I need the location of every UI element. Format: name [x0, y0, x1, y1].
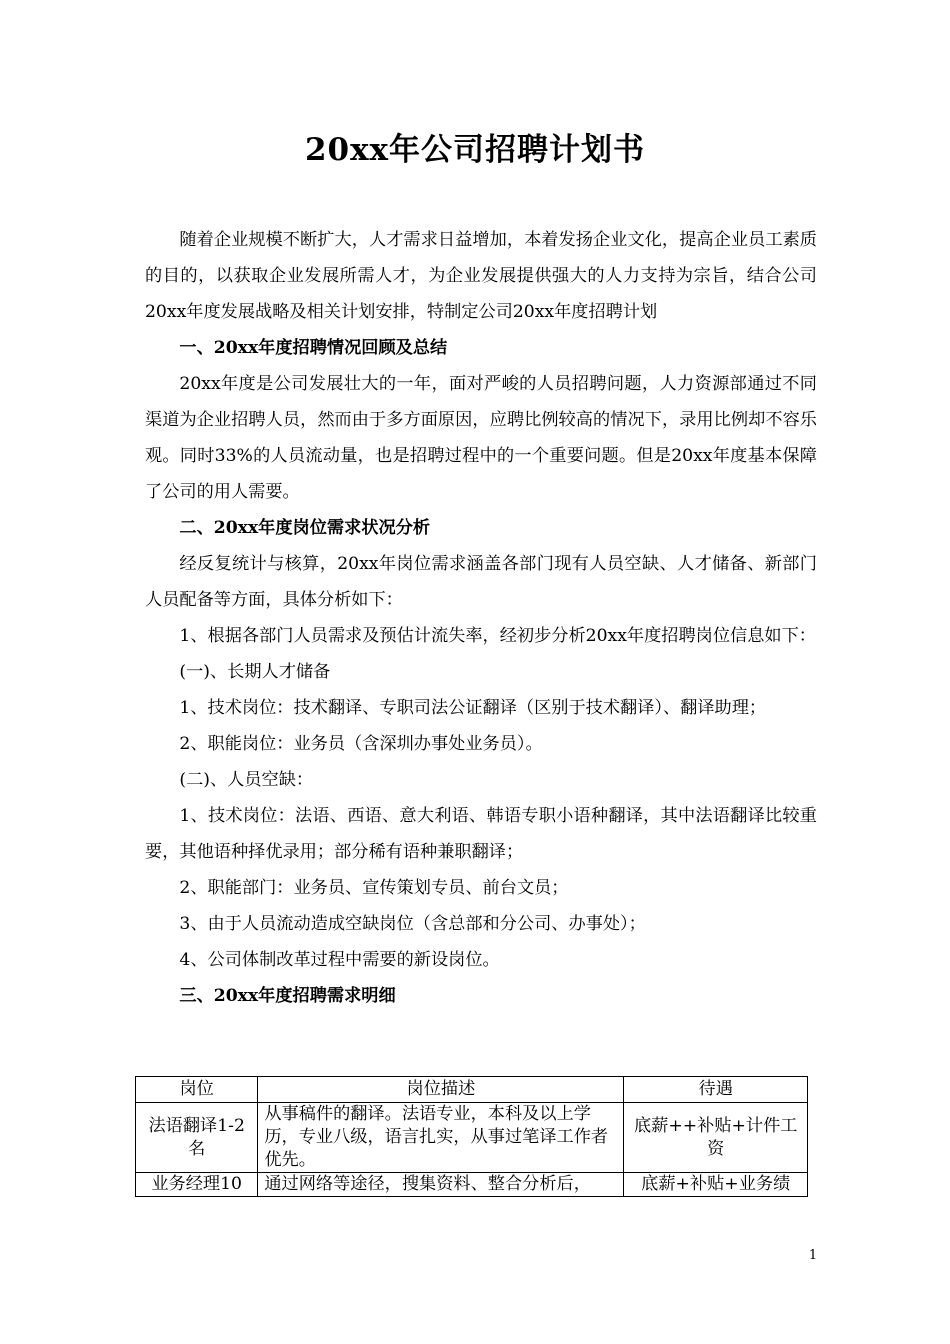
- document-body: [145, 222, 817, 1014]
- list-intro-paragraph: 1、根据各部门人员需求及预估计流失率，经初步分析20xx年度招聘岗位信息如下：: [179, 626, 816, 646]
- table-cell-salary: 底薪++补贴+计件工资: [624, 1103, 808, 1173]
- section-heading-3: 三、20xx年度招聘需求明细: [179, 986, 396, 1006]
- analysis-paragraph: 经反复统计与核算，20xx年岗位需求涵盖各部门现有人员空缺、人才储备、新部门人员配备等方面，具体分析如下：: [145, 554, 817, 610]
- list-item: 2、职能部门：业务员、宣传策划专员、前台文员；: [179, 878, 569, 898]
- review-paragraph: 20xx年度是公司发展壮大的一年，面对严峻的人员招聘问题，人力资源部通过不同渠道为企业招聘人员，然而由于多方面原因，应聘比例较高的情况下，录用比例却不容乐观。同时33%的人员流动量，也是招聘过程中的一个重要问题。但是20xx年度基本保障了公司的用人需要。: [145, 374, 817, 502]
- list-item: 1、技术岗位：技术翻译、专职司法公证翻译（区别于技术翻译）、翻译助理；: [179, 698, 767, 718]
- intro-paragraph: 随着企业规模不断扩大，人才需求日益增加，本着发扬企业文化，提高企业员工素质的目的，以获取企业发展所需人才，为企业发展提供强大的人力支持为宗旨，结合公司20xx年度发展战略及相关计划安排，特制定公司20xx年度招聘计划: [145, 230, 817, 322]
- section-heading-2: 二、20xx年度岗位需求状况分析: [179, 518, 431, 538]
- section-heading-1: 一、20xx年度招聘情况回顾及总结: [179, 338, 448, 358]
- list-item: 3、由于人员流动造成空缺岗位（含总部和分公司、办事处）；: [179, 914, 646, 934]
- table-row: [136, 1103, 808, 1173]
- list-item: 4、公司体制改革过程中需要的新设岗位。: [179, 950, 500, 970]
- subheading-long-term: (一)、长期人才储备: [179, 662, 331, 682]
- table-header-cell: 岗位描述: [258, 1077, 624, 1103]
- subheading-vacancy: (二)、人员空缺：: [179, 770, 314, 790]
- document-title: 20xx年公司招聘计划书: [304, 132, 646, 168]
- table-cell-position: 法语翻译1-2名: [136, 1103, 258, 1173]
- table-header-row: [136, 1077, 808, 1103]
- table-cell-description: 从事稿件的翻译。法语专业，本科及以上学历，专业八级，语言扎实，从事过笔译工作者优先。: [258, 1103, 624, 1173]
- table-header-cell: 待遇: [624, 1077, 808, 1103]
- table-header-cell: 岗位: [136, 1077, 258, 1103]
- recruitment-table: [135, 1076, 808, 1197]
- list-item: 1、技术岗位：法语、西语、意大利语、韩语专职小语种翻译，其中法语翻译比较重要，其他语种择优录用；部分稀有语种兼职翻译；: [145, 806, 817, 862]
- table-cell-salary: 底薪+补贴+业务绩: [624, 1173, 808, 1197]
- table-cell-position: 业务经理10: [136, 1173, 258, 1197]
- table-cell-description: 通过网络等途径，搜集资料、整合分析后，: [258, 1173, 624, 1197]
- page-number: 1: [808, 1248, 818, 1263]
- table-row: [136, 1173, 808, 1197]
- list-item: 2、职能岗位：业务员（含深圳办事处业务员）。: [179, 734, 543, 754]
